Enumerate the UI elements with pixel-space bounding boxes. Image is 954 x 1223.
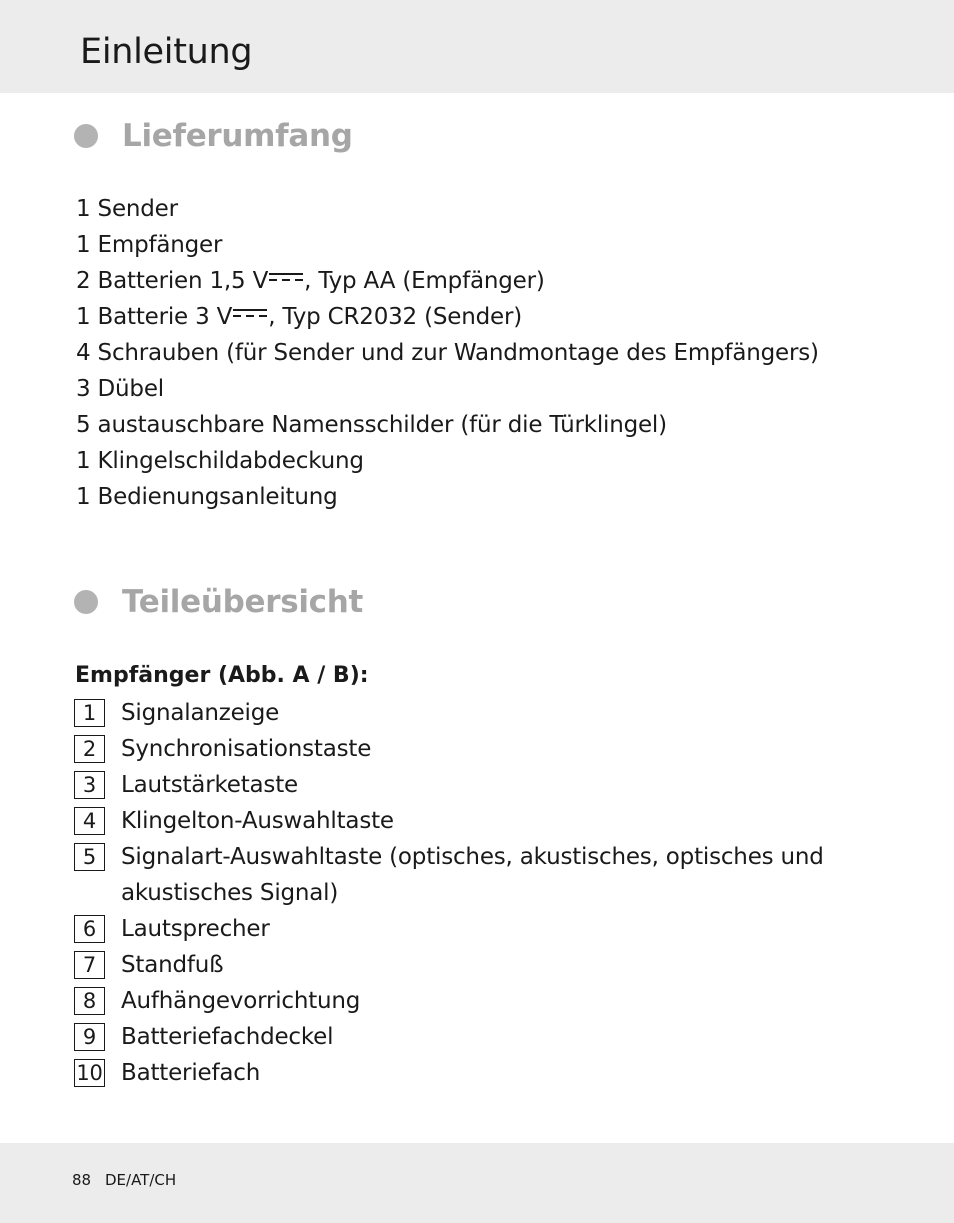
- part-number-box: 9: [74, 1023, 105, 1051]
- part-number-box: 5: [74, 843, 105, 871]
- list-item: [74, 1019, 854, 1055]
- list-item: 1 Sender: [76, 196, 178, 222]
- part-label: Lautstärketaste: [121, 772, 298, 798]
- section-heading-teileuebersicht: Teileübersicht: [122, 584, 364, 620]
- dc-current-icon: [269, 272, 303, 282]
- part-number-box: 1: [74, 699, 105, 727]
- list-item: [74, 803, 854, 839]
- list-item: 1 Bedienungsanleitung: [76, 484, 338, 510]
- part-label: Batteriefachdeckel: [121, 1024, 334, 1050]
- list-item: 1 Klingelschildabdeckung: [76, 448, 364, 474]
- part-number-box: 3: [74, 771, 105, 799]
- list-item: [74, 911, 854, 947]
- parts-list: [74, 695, 854, 1091]
- part-number-box: 4: [74, 807, 105, 835]
- list-item: [74, 983, 854, 1019]
- part-number-box: 6: [74, 915, 105, 943]
- page-title: Einleitung: [80, 32, 253, 72]
- bullet-dot-icon: [74, 124, 98, 148]
- list-item: [76, 299, 819, 335]
- part-number-box: 10: [74, 1059, 105, 1087]
- section-heading-lieferumfang: Lieferumfang: [122, 118, 353, 154]
- part-number-box: 7: [74, 951, 105, 979]
- part-label: Standfuß: [121, 952, 224, 978]
- list-item: [74, 1055, 854, 1091]
- list-item-text: , Typ CR2032 (Sender): [268, 304, 522, 330]
- list-item-text: 2 Batterien 1,5 V: [76, 268, 269, 294]
- list-item: [74, 767, 854, 803]
- part-label: Signalanzeige: [121, 700, 280, 726]
- list-item: 3 Dübel: [76, 376, 164, 402]
- list-item: [74, 947, 854, 983]
- part-number-box: 2: [74, 735, 105, 763]
- header-band: [0, 0, 954, 93]
- part-label: Aufhängevorrichtung: [121, 988, 361, 1014]
- footer-band: [0, 1143, 954, 1223]
- delivery-list: [76, 191, 819, 515]
- list-item: 5 austauschbare Namensschilder (für die Türklingel): [76, 412, 667, 438]
- part-label: Signalart-Auswahltaste (optisches, akustisches, optisches und akustisches Signal): [121, 844, 824, 906]
- section-lieferumfang: [74, 116, 353, 156]
- part-label: Klingelton-Auswahltaste: [121, 808, 394, 834]
- section-teileuebersicht: [74, 582, 363, 622]
- part-label: Batteriefach: [121, 1060, 261, 1086]
- dc-current-icon: [233, 308, 267, 318]
- part-number-box: 8: [74, 987, 105, 1015]
- page-number: 88: [72, 1171, 92, 1189]
- bullet-dot-icon: [74, 590, 98, 614]
- list-item: [74, 731, 854, 767]
- list-item: [74, 695, 854, 731]
- list-item-text: 1 Batterie 3 V: [76, 304, 233, 330]
- list-item: [74, 839, 854, 911]
- list-item-text: , Typ AA (Empfänger): [304, 268, 545, 294]
- parts-subheading: Empfänger (Abb. A / B):: [75, 663, 369, 688]
- list-item: 1 Empfänger: [76, 232, 223, 258]
- list-item: [76, 263, 819, 299]
- part-label: Lautsprecher: [121, 916, 270, 942]
- part-label: Synchronisationstaste: [121, 736, 372, 762]
- list-item: 4 Schrauben (für Sender und zur Wandmontage des Empfängers): [76, 340, 819, 366]
- language-code: DE/AT/CH: [105, 1171, 177, 1189]
